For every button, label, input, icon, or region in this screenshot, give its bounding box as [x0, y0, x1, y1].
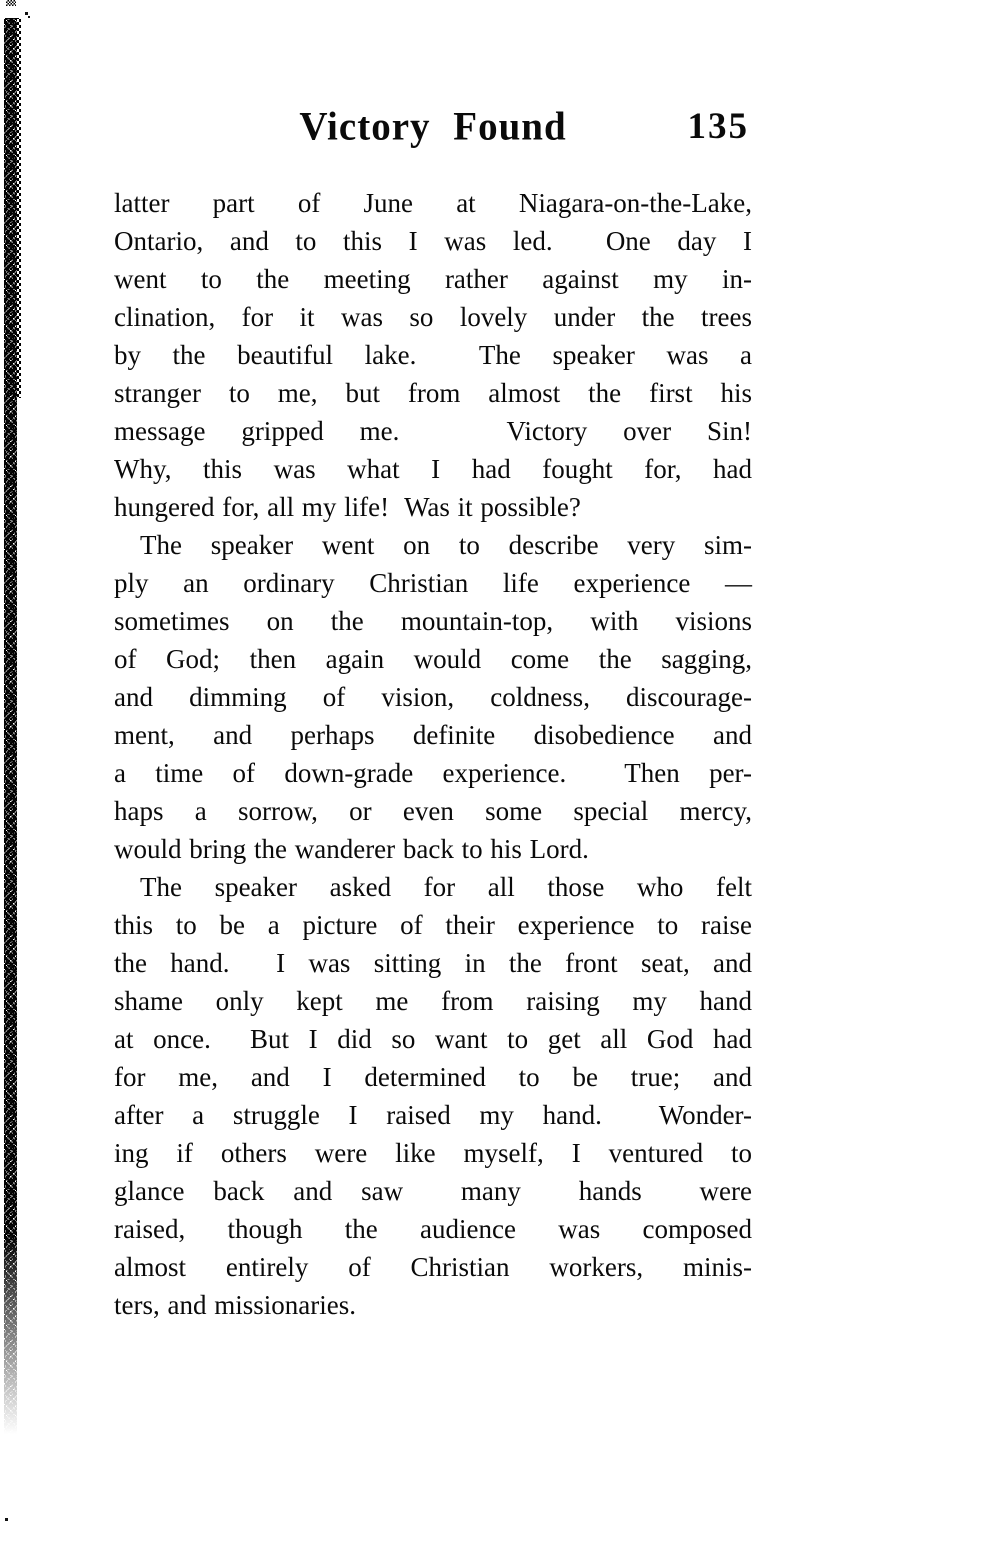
page-title: Victory Found — [299, 104, 567, 149]
text-line: the hand. I was sitting in the front seat, and — [114, 948, 752, 978]
text-line: raised, though the audience was composed — [114, 1214, 752, 1244]
text-line: latter part of June at Niagara-on-the-Lake, — [114, 188, 752, 218]
text-line: clination, for it was so lovely under the trees — [114, 302, 752, 332]
scan-speck — [25, 12, 28, 15]
text-line: ment, and perhaps definite disobedience and — [114, 720, 752, 750]
text-line: after a struggle I raised my hand. Wonder- — [114, 1100, 752, 1130]
text-line: stranger to me, but from almost the first his — [114, 378, 752, 408]
text-line: The speaker went on to describe very sim- — [140, 530, 752, 560]
text-line: ply an ordinary Christian life experience — — [114, 568, 752, 598]
text-line: hungered for, all my life! Was it possible? — [114, 492, 581, 522]
text-line: by the beautiful lake. The speaker was a — [114, 340, 752, 370]
text-line: ters, and missionaries. — [114, 1290, 356, 1320]
text-line: ing if others were like myself, I ventured to — [114, 1138, 752, 1168]
text-line: sometimes on the mountain-top, with visions — [114, 606, 752, 636]
text-line: a time of down-grade experience. Then per- — [114, 758, 752, 788]
scan-speck — [6, 0, 16, 6]
page-body — [114, 184, 752, 1324]
text-line: haps a sorrow, or even some special mercy, — [114, 796, 752, 826]
text-line: The speaker asked for all those who felt — [140, 872, 752, 902]
text-line: went to the meeting rather against my in- — [114, 264, 752, 294]
text-line: for me, and I determined to be true; and — [114, 1062, 752, 1092]
text-line: Ontario, and to this I was led. One day I — [114, 226, 752, 256]
text-line: glance back and saw many hands were — [114, 1176, 752, 1206]
text-line: this to be a picture of their experience to raise — [114, 910, 752, 940]
text-line: would bring the wanderer back to his Lord. — [114, 834, 589, 864]
text-line: of God; then again would come the sagging, — [114, 644, 752, 674]
binding-shadow-strip — [4, 18, 17, 1456]
text-line: shame only kept me from raising my hand — [114, 986, 752, 1016]
page-number: 135 — [687, 106, 749, 147]
scan-speck — [5, 1518, 8, 1521]
running-head — [115, 104, 751, 154]
text-line: and dimming of vision, coldness, discourage- — [114, 682, 752, 712]
text-line: Why, this was what I had fought for, had — [114, 454, 752, 484]
text-line: message gripped me. Victory over Sin! — [114, 416, 752, 446]
scan-speck — [28, 16, 30, 18]
text-line: at once. But I did so want to get all God had — [114, 1024, 752, 1054]
text-line: almost entirely of Christian workers, minis- — [114, 1252, 752, 1282]
